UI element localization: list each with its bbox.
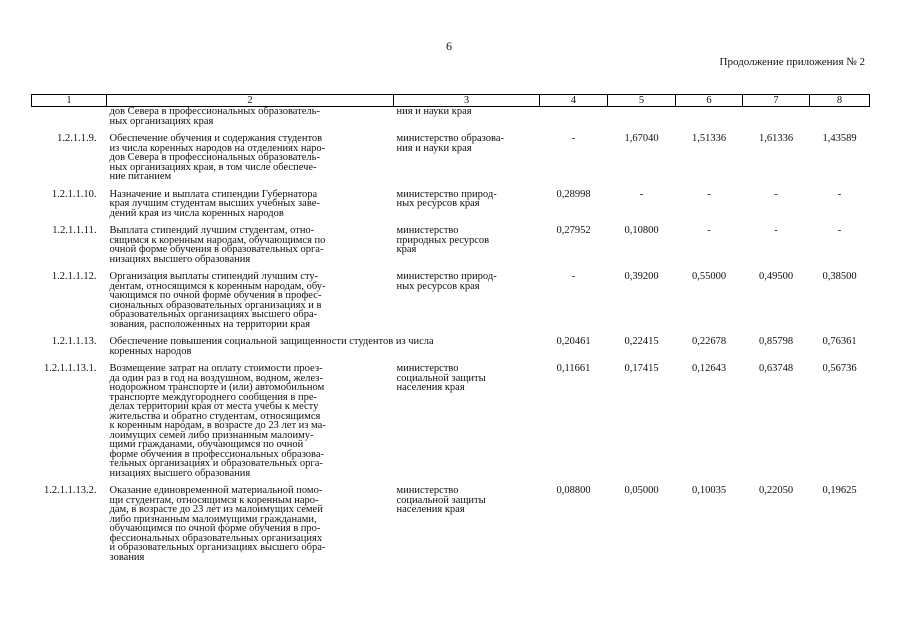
header-col-8: 8	[810, 95, 870, 107]
executor: министерство природ- ных ресурсов края	[396, 188, 497, 209]
continuation-label: Продолжение приложения № 2	[719, 56, 865, 68]
value-v4: 0,20461	[556, 336, 591, 347]
header-col-7: 7	[743, 95, 810, 107]
value-v4: 0,28998	[556, 188, 591, 200]
value-v6: 1,51336	[691, 133, 727, 144]
table-row	[32, 478, 870, 562]
header-col-5: 5	[608, 95, 676, 107]
table-row	[32, 126, 870, 182]
value-v5: 1,67040	[624, 133, 659, 144]
value-v8: 1,43589	[822, 133, 857, 144]
header-col-3: 3	[394, 95, 540, 107]
activity-name: Назначение и выплата стипендии Губернатора края лучшим студентам высших учебных заве- дений края из числа коренных народов	[109, 188, 320, 219]
value-v4: -	[571, 133, 576, 144]
row-number: 1.2.1.1.9.	[57, 133, 97, 144]
value-v5: -	[639, 188, 644, 200]
header-col-4: 4	[540, 95, 608, 107]
value-v7: -	[774, 188, 778, 200]
value-v5	[608, 107, 676, 127]
value-v6: 0,12643	[691, 363, 727, 374]
row-number: 1.2.1.1.12.	[51, 271, 97, 282]
value-v7: 0,63748	[758, 363, 794, 374]
executor: министерство образова- ния и науки края	[396, 133, 504, 154]
value-v6: -	[707, 188, 711, 200]
activity-name: дов Севера в профессиональных образователь- ных организациях края	[109, 106, 320, 127]
executor: ния и науки края	[396, 106, 472, 117]
table-row	[32, 107, 870, 127]
value-v4: 0,08800	[556, 485, 591, 496]
header-col-2: 2	[107, 95, 394, 107]
program-activities-table	[31, 94, 870, 562]
executor: министерство природ- ных ресурсов края	[396, 271, 497, 292]
value-v8: 0,76361	[822, 336, 857, 347]
value-v4: -	[571, 271, 576, 282]
value-v5: 0,22415	[624, 336, 659, 347]
value-v6: -	[707, 225, 711, 236]
header-col-6: 6	[676, 95, 743, 107]
activity-name: Оказание единовременной материальной помо- щи студентам, относящимся к коренным наро- дам, в возрасте до 23 лет из малоимущих семей либо признанным малоимущими гражданами, обучающимся по очной форме обучения в про- фессиональных образовательных организациях и образовательных организациях высшего обра- зования	[109, 485, 326, 563]
row-number: 1.2.1.1.13.	[51, 336, 97, 347]
row-number	[32, 107, 107, 127]
value-v8: 0,19625	[822, 485, 857, 496]
value-v7: -	[774, 225, 778, 236]
executor: министерство природных ресурсов края	[396, 225, 490, 255]
value-v5: 0,05000	[624, 485, 659, 496]
row-number: 1.2.1.1.13.1.	[44, 363, 97, 374]
executor: министерство социальной защиты населения края	[396, 363, 486, 393]
activity-name: Организация выплаты стипендий лучшим сту- дентам, относящимся к коренным народам, обу- чающимся по очной форме обучения в профес- сиональных образовательных организациях и в образовательных организациях высшего обра- зования, расположенных на территории края	[109, 271, 326, 330]
value-v5: 0,39200	[624, 271, 659, 282]
value-v7: 1,61336	[758, 133, 794, 144]
value-v6	[676, 107, 743, 127]
page-number: 6	[446, 39, 452, 53]
value-v8: 0,56736	[822, 363, 857, 374]
table-row	[32, 329, 870, 356]
row-number: 1.2.1.1.11.	[52, 225, 97, 236]
table-row	[32, 218, 870, 264]
row-number: 1.2.1.1.10.	[51, 188, 97, 200]
activity-name: Возмещение затрат на оплату стоимости проез- да один раз в год на воздушном, водном, желез- нодорожном транспорте и (или) автомобильном транспорте междугороднего сообщения в пре- делах территории края от места учебы к месту жительства и обратно студентам, относящимся к коренным народам, в возрасте до 23 лет из ма- лоимущих семей либо признанным малоиму- щими гражданами, обучающимся по очной форме обучения в профессиональных образова- тельных организациях и образовательных орга- низациях высшего образования	[109, 363, 326, 479]
table-body	[32, 107, 870, 563]
activity-name: Обеспечение обучения и содержания студентов из числа коренных народов на отделениях наро- дов Севера в профессиональных образователь- ных организациях края, в том числе обеспече- ние питанием	[109, 133, 326, 182]
table-row	[32, 264, 870, 329]
header-col-1: 1	[32, 95, 107, 107]
value-v5: 0,10800	[624, 225, 659, 236]
value-v6: 0,22678	[691, 336, 727, 347]
executor: министерство социальной защиты населения края	[396, 485, 486, 515]
row-number: 1.2.1.1.13.2.	[44, 485, 97, 496]
value-v7: 0,85798	[758, 336, 794, 347]
value-v8: -	[837, 225, 842, 236]
value-v4	[540, 107, 608, 127]
table-header-row	[32, 95, 870, 107]
value-v7	[743, 107, 810, 127]
value-v7: 0,22050	[758, 485, 794, 496]
value-v4: 0,11661	[556, 363, 591, 374]
value-v5: 0,17415	[624, 363, 659, 374]
activity-name: Выплата стипендий лучшим студентам, отно- сящимся к коренным народам, обучающимся по очной форме обучения в образовательных орга- низациях высшего образования	[109, 225, 326, 265]
table-row	[32, 182, 870, 219]
value-v4: 0,27952	[556, 225, 591, 236]
table-row	[32, 356, 870, 478]
value-v8	[810, 107, 870, 127]
value-v8: -	[837, 188, 842, 200]
value-v6: 0,55000	[691, 271, 727, 282]
value-v7: 0,49500	[758, 271, 794, 282]
value-v6: 0,10035	[691, 485, 727, 496]
activity-name: Обеспечение повышения социальной защищенности студентов из числа коренных народов	[109, 336, 434, 357]
value-v8: 0,38500	[822, 271, 857, 282]
